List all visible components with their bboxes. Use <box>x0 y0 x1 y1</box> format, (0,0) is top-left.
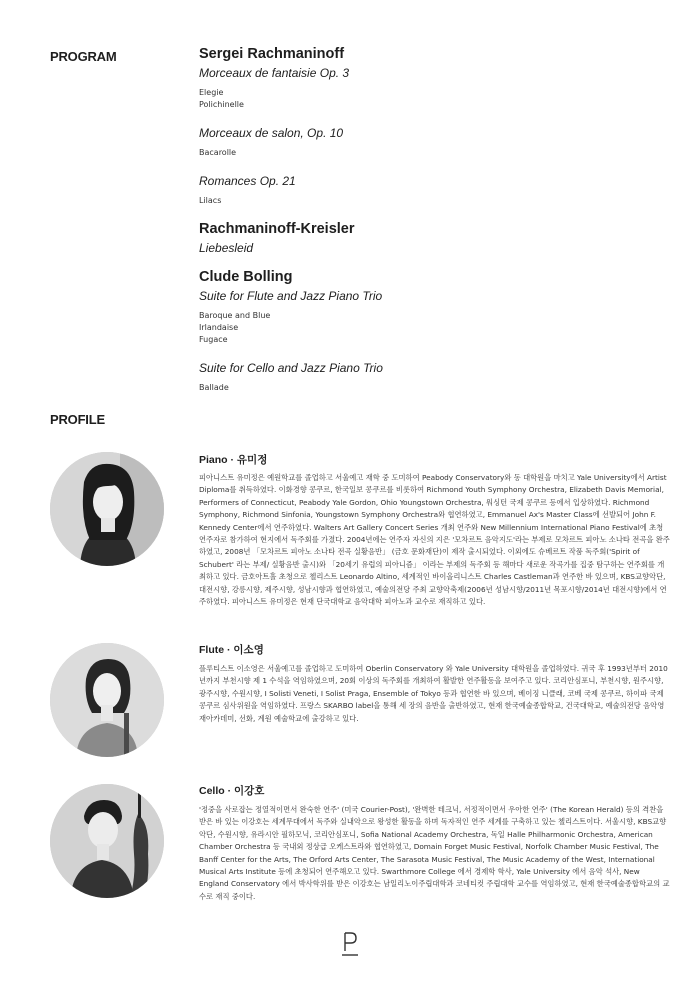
footer-logo <box>342 931 358 963</box>
artist-name: Piano · 유미정 <box>199 454 268 466</box>
movement-list <box>199 147 669 159</box>
artist-name: Flute · 이소영 <box>199 644 264 656</box>
movement: Ballade <box>199 383 229 392</box>
artist-bio: 플루티스트 이소영은 서울예고를 졸업하고 도미하여 Oberlin Conservatory 와 Yale University 대학원을 졸업하였다. 귀국 후 1993년부터 2010년까지 부천시향 제 1 수석을 역임하였으며, 20회 이상의 독주회를 개최하여 활발한 연주활동을 보여주고 있다. 코리안심포니, 부천시향, 원주시향, 광주시향, 수원시향, I Solisti Veneti, I Solist Praga, Ensemble of Tokyo 등과 협연한 바 있으며, 베이징 니클래, 코베 국제 콩쿠르, 하이파 국제 콩쿠르 심사위원을 역임하였다. 프랑스 SKARBO label을 통해 세 장의 음반을 출반하였고, 현재 한국예술종합학교, 건국대학교, 예술의전당 음악영재아카데미, 선화, 계원 예술학교에 출강하고 있다. <box>199 664 668 723</box>
work-title: Suite for Cello and Jazz Piano Trio <box>199 361 383 375</box>
program-piece <box>199 221 669 255</box>
artist-photo <box>50 643 164 757</box>
movement: Lilacs <box>199 196 222 205</box>
composer-name: Clude Bolling <box>199 269 293 285</box>
artist-bio: 피아니스트 유미정은 예원학교를 졸업하고 서울예고 재학 중 도미하여 Peabody Conservatory와 동 대학원을 마치고 Yale University에서 Artist Diploma를 취득하였다. 이화경향 콩쿠르, 한국일보 콩쿠르를 비롯하여 Richmond Youth Symphony Orchestra, Elizabeth Davis Memorial, Performers of Connecticut, Peabody Yale Gordon, Ohio Youngstown Orchestra, 워싱턴 국제 콩쿠르 등에서 입상하였다. Richmond Symphony, Richmond Sinfonia, Youngstown Symphony Orchestra와 협연하였고, Emmanuel Ax's Master Class에 선발되어 John F. Kennedy Center에서 연주하였다. Walters Art Gallery Concert Series 개최 연주와 New Millennium International Piano Festival에 초청 연주자로 참가하여 현지에서 독주회를 가졌다. 2004년에는 연주자 자신의 지은 '모차르트 음악지도'라는 부제로 모차르트 피아노 소나타 전곡을 완주하였고, 2008년 「모차르트 피아노 소나타 전곡 실황음반」 (금호 문화재단)이 제작 출시되었다. 이외에도 슈베르트 작품 독주회('Spirit of Schubert' 라는 부제/ 실황음반 출시)와 「20세기 유럽의 피아니즘」 이라는 부제의 독주회 등 해마다 새로운 작곡가를 집중 탐구하는 연주회를 개최하고 있다. 금호아트홀 초청으로 첼리스트 Leonardo Altino, 세계적인 바이올리니스트 Charles Castleman과 연주한 바 있으며, KBS교향악단, 대전시향, 강릉시향, 제주시향, 성남시향과 협연하였고, 예술의전당 주최 교향악축제(2006년 성남시향/2011년 목포시향/2014년 대전시향)에서 연주하였다. 피아니스트 유미정은 현재 단국대학교 음악대학 피아노과 교수로 재직하고 있다. <box>199 473 670 607</box>
work-title: Suite for Flute and Jazz Piano Trio <box>199 289 383 303</box>
artist-bio: '정중을 사로잡는 정열적이면서 완숙한 연주' (미국 Courier-Post), '완벽한 테크닉, 서정적이면서 우아한 연주' (The Korean Herald) 등의 격찬을 받은 바 있는 이강호는 세계무대에서 독주와 실내악으로 왕성한 활동을 하며 독자적인 연주 세계를 구축하고 있는 첼리스트이다. 서울시향, KBS교향악단, 수원시향, 유라시안 필하모닉, 코리안심포니, Sofia National Academy Orchestra, 독일 Halle Philharmonic Orchestra, American Chamber Orchestra 등 국내외 정상급 오케스트라와 협연하였고, Domain Forget Music Festival, Norfolk Chamber Music Festival, The Banff Center for the Arts, The Orford Arts Center, The Sarasota Music Festival, The Music Academy of the West, International Musical Arts Institute 등에 초청되어 연주해오고 있다. Swarthmore College 에서 경제학 학사, Yale University 에서 음악 석사, New England Conservatory 에서 박사학위를 받은 이강호는 남일리노이주립대학과 코네티컷 주립대학 교수를 역임하였고, 현재 한국예술종합학교의 교수로 재직 중이다. <box>199 805 670 901</box>
composer-name: Sergei Rachmaninoff <box>199 46 345 62</box>
movement-list <box>199 382 669 394</box>
movement-list <box>199 195 669 207</box>
movement: Baroque and Blue <box>199 311 271 320</box>
movement: Fugace <box>199 335 228 344</box>
composer-name: Rachmaninoff-Kreisler <box>199 221 355 237</box>
artist-name: Cello · 이강호 <box>199 785 265 797</box>
program-piece <box>199 46 669 207</box>
artist-photo <box>50 452 164 566</box>
work-title: Romances Op. 21 <box>199 174 296 188</box>
movement-list <box>199 310 669 346</box>
flutist-portrait-icon <box>50 643 164 757</box>
program-list <box>199 46 669 394</box>
artist-photo <box>50 784 164 898</box>
program-piece <box>199 269 669 394</box>
movement-list <box>199 87 669 111</box>
p-monogram-icon <box>342 931 358 959</box>
movement: Polichinelle <box>199 100 244 109</box>
work-title: Liebesleid <box>199 241 254 255</box>
movement: Irlandaise <box>199 323 239 332</box>
profile-heading: PROFILE <box>50 412 105 427</box>
work-title: Morceaux de fantaisie Op. 3 <box>199 66 350 80</box>
program-heading: PROGRAM <box>50 49 117 64</box>
work-title: Morceaux de salon, Op. 10 <box>199 126 344 140</box>
movement: Bacarolle <box>199 148 237 157</box>
pianist-portrait-icon <box>50 452 164 566</box>
cellist-portrait-icon <box>50 784 164 898</box>
movement: Elegie <box>199 88 224 97</box>
